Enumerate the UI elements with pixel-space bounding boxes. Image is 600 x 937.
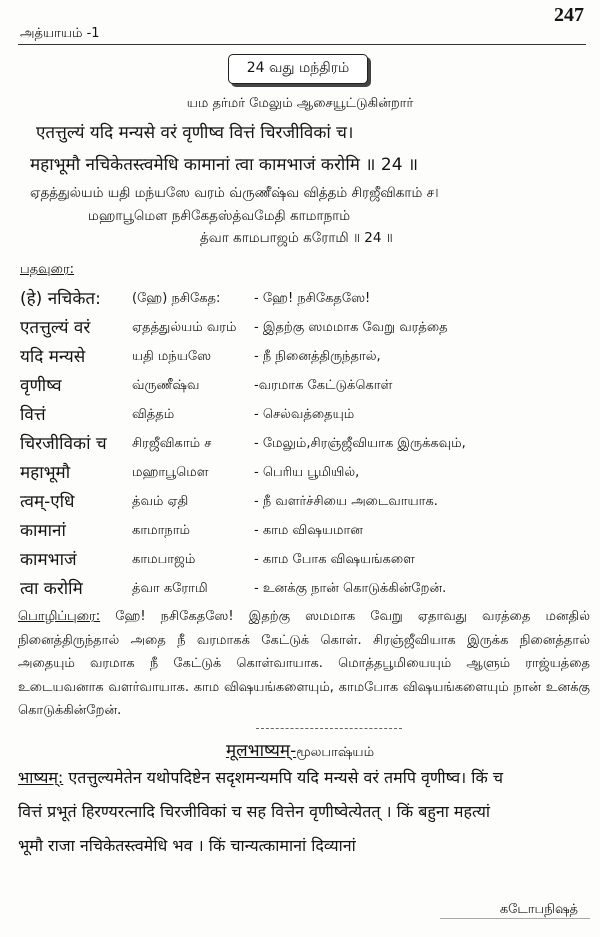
word-meaning: - காம போக விஷயங்களை: [254, 552, 415, 567]
word-meaning: - நீ நினைத்திருந்தால்,: [254, 349, 381, 364]
word-meaning: - மேலும்,சிரஞ்ஜீவியாக இருக்கவும்,: [254, 436, 466, 451]
word-meaning-heading: பதவுரை:: [20, 262, 74, 277]
word-tamil: வித்தம்: [132, 407, 175, 422]
bhashya-line: वित्तं प्रभूतं हिरण्यरत्नादि चिरजीविकां च सह वित्तेन वृणीष्वेत्येतत् । किं बहुना महत्यां: [18, 802, 491, 821]
word-meaning: - நீ வளர்ச்சியை அடைவாயாக.: [254, 494, 438, 509]
word-tamil: யதி மந்யஸே: [132, 349, 212, 364]
header-rule: [18, 44, 586, 45]
footer-rule: [440, 918, 590, 919]
word-meaning: - பெரிய பூமியில்,: [254, 465, 360, 480]
word-tamil: சிரஜீவிகாம் ச: [132, 436, 212, 451]
word-meaning: - காம விஷயமான: [254, 523, 363, 538]
summary-text: ஹே! நசிகேதஸே! இதற்கு ஸமமாக வேறு ஏதாவது வரத்தை மனதில் நினைத்திருந்தால் அதை நீ வரமாகக் கேட்டுக் கொள். சிரஞ்ஜீவியாக இருக்க நினைத்தால் அதையும் வரமாக நீ கேட்டுக் கொள்வாயாக. மொத்தபூமியையும் ஆளும் ராஜ்யத்தை உடையவனாக வளர்வாயாக. காம விஷயங்களையும், காமபோக விஷயங்களையும் நான் உனக்கு கொடுக்கின்றேன்.: [18, 609, 590, 718]
bhashya-label: भाष्यम्:: [18, 768, 64, 787]
word-tamil: வ்ருணீஷ்வ: [132, 378, 200, 393]
bhashya-line: भूमौ राजा नचिकेतस्त्वमेधि भव । किं चान्यत्कामानां दिव्यानां: [18, 836, 356, 855]
tamil-verse-line: ஏதத்துல்யம் யதி மந்யஸே வரம் வ்ருணீஷ்வ வித்தம் சிரஜீவிகாம் ச।: [30, 185, 439, 201]
bhashya-line: [18, 766, 503, 788]
word-sanskrit: त्वा करोमि: [20, 579, 83, 599]
sanskrit-verse-line: एतत्तुल्यं यदि मन्यसे वरं वृणीष्व वित्तं चिरजीविकां च।: [36, 123, 354, 143]
word-meaning: - உனக்கு நான் கொடுக்கின்றேன்.: [254, 581, 447, 596]
tamil-verse-line: த்வா காமபாஜம் கரோமி ॥ 24 ॥: [200, 230, 393, 246]
word-meaning: - செல்வத்தையும்: [254, 407, 355, 422]
summary-heading: பொழிப்புரை:: [18, 609, 101, 624]
word-tamil: (ஹே) நசிகேத:: [132, 291, 221, 306]
tamil-verse-line: மஹாபூமௌ நசிகேதஸ்த்வமேதி காமாநாம்: [88, 208, 351, 224]
word-meaning: - இதற்கு ஸமமாக வேறு வரத்தை: [254, 320, 448, 335]
word-sanskrit: कामानां: [20, 521, 66, 541]
word-sanskrit: महाभूमौ: [20, 463, 71, 483]
bhashya-text: एतत्तुल्यमेतेन यथोपदिष्टेन सदृशमन्यमपि यदि मन्यसे वरं तमपि वृणीष्व। किं च: [63, 768, 503, 787]
word-sanskrit: एतत्तुल्यं वरं: [20, 318, 91, 338]
word-tamil: காமாநாம்: [132, 523, 190, 538]
summary-paragraph: [18, 605, 590, 723]
page-number: 247: [554, 4, 584, 26]
word-sanskrit: त्वम्-एधि: [20, 492, 75, 512]
word-sanskrit: (हे) नचिकेत:: [20, 289, 101, 309]
word-sanskrit: यदि मन्यसे: [20, 347, 86, 367]
subtitle: யம தர்மர் மேலும் ஆசையூட்டுகின்றார்: [186, 96, 414, 111]
footer-book-title: கடோபநிஷத்: [499, 902, 578, 917]
word-sanskrit: चिरजीविकां च: [20, 434, 107, 454]
bhashya-title: [0, 738, 600, 761]
bhashya-title-tamil: மூலபாஷ்யம்: [296, 745, 375, 760]
word-tamil: ஏதத்துல்யம் வரம்: [132, 320, 237, 335]
word-tamil: மஹாபூமௌ: [132, 465, 209, 480]
section-separator: [256, 728, 402, 729]
word-meaning: - ஹே! நசிகேதஸே!: [254, 291, 371, 306]
bhashya-title-sanskrit: मूलभाष्यम्-: [225, 741, 297, 761]
word-meaning: -வரமாக கேட்டுக்கொள்: [254, 378, 393, 393]
sanskrit-verse-line: महाभूमौ नचिकेतस्त्वमेधि कामानां त्वा कामभाजं करोमि ॥ 24 ॥: [30, 155, 419, 175]
mantra-number-box: [228, 54, 368, 84]
word-sanskrit: वृणीष्व: [20, 376, 62, 396]
word-tamil: த்வம் ஏதி: [132, 494, 189, 509]
mantra-number-label: 24 வது மந்திரம்: [246, 60, 350, 76]
word-sanskrit: कामभाजं: [20, 550, 77, 570]
word-tamil: காமபாஜம்: [132, 552, 196, 567]
word-sanskrit: वित्तं: [20, 405, 46, 425]
chapter-label: அத்யாயம் -1: [20, 26, 100, 41]
word-tamil: த்வா கரோமி: [132, 581, 208, 596]
